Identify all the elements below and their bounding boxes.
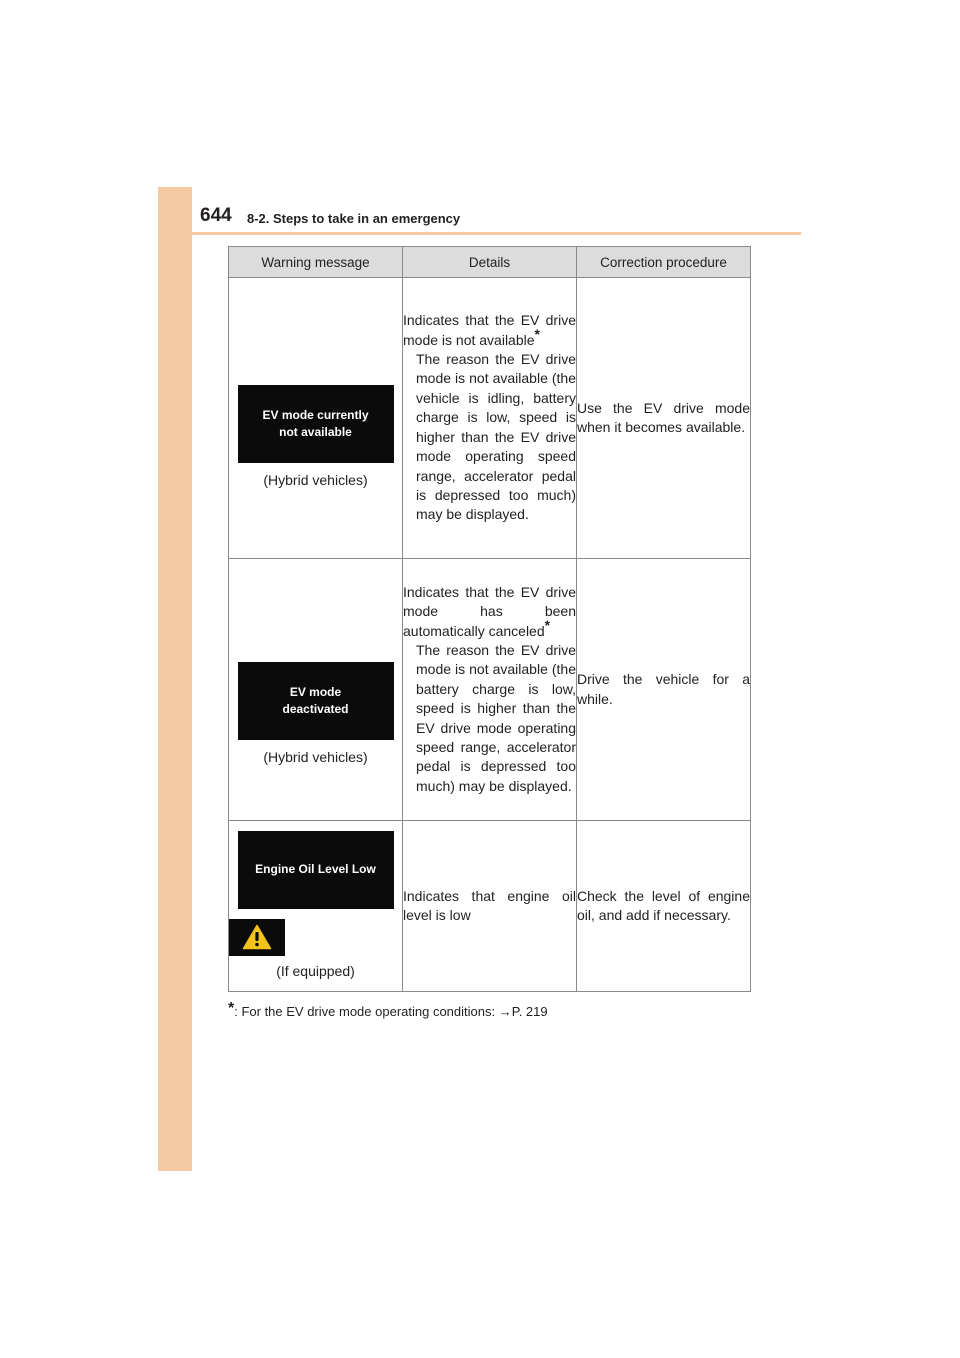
footnote xyxy=(228,1000,548,1019)
column-header-warning-message: Warning message xyxy=(229,247,403,278)
details-cell xyxy=(403,821,577,992)
correction-cell: Drive the vehicle for a while. xyxy=(577,559,751,821)
correction-cell: Use the EV drive mode when it becomes available. xyxy=(577,278,751,559)
vehicle-note: (If equipped) xyxy=(276,962,355,979)
table-row xyxy=(229,278,751,559)
header-rule xyxy=(158,232,801,235)
page-number: 644 xyxy=(200,205,232,226)
display-message-ev-not-available xyxy=(238,385,394,463)
warning-triangle-icon xyxy=(229,919,285,956)
side-tab-bar xyxy=(158,187,192,1171)
display-message-line: not available xyxy=(279,425,352,440)
section-title: 8-2. Steps to take in an emergency xyxy=(247,211,461,226)
vehicle-note: (Hybrid vehicles) xyxy=(263,472,368,489)
footnote-text: : For the EV drive mode operating conditions: →P. 219 xyxy=(234,1004,548,1019)
footnote-marker: * xyxy=(544,616,551,633)
vehicle-note: (Hybrid vehicles) xyxy=(263,748,368,765)
footnote-marker: * xyxy=(534,325,540,342)
details-sub: The reason the EV drive mode is not available (the vehicle is idling, battery charge is low, speed is higher than the EV drive mode operating speed range, accelerator pedal is depressed too much) may be displayed. xyxy=(416,351,576,523)
details-cell xyxy=(403,559,577,821)
details-main: Indicates that engine oil level is low xyxy=(403,887,576,923)
display-message-line: deactivated xyxy=(282,701,349,716)
details-sub: The reason the EV drive mode is not available (the battery charge is low, speed is higher than the EV drive mode operating speed range, accelerator pedal is depressed too much) may be displayed. xyxy=(416,641,576,794)
footnote-marker: * xyxy=(228,1000,235,1017)
correction-cell: Check the level of engine oil, and add if necessary. xyxy=(577,821,751,992)
table-row xyxy=(229,559,751,821)
warning-message-cell xyxy=(229,278,403,559)
display-message-line: EV mode xyxy=(289,684,342,699)
display-message-ev-deactivated xyxy=(238,662,394,740)
warning-table xyxy=(228,246,751,992)
table-header-row xyxy=(229,247,751,278)
details-cell xyxy=(403,278,577,559)
details-main: Indicates that the EV drive mode is not available xyxy=(403,312,576,348)
table-row xyxy=(229,821,751,992)
column-header-details: Details xyxy=(403,247,577,278)
details-main: Indicates that the EV drive mode has been automatically canceled xyxy=(403,583,576,639)
column-header-correction: Correction procedure xyxy=(577,247,751,278)
display-message-line: EV mode currently xyxy=(262,408,369,423)
display-message-line: Engine Oil Level Low xyxy=(255,862,376,877)
display-message-engine-oil-low xyxy=(238,831,394,909)
warning-message-cell xyxy=(229,559,403,821)
warning-message-cell xyxy=(229,821,403,992)
